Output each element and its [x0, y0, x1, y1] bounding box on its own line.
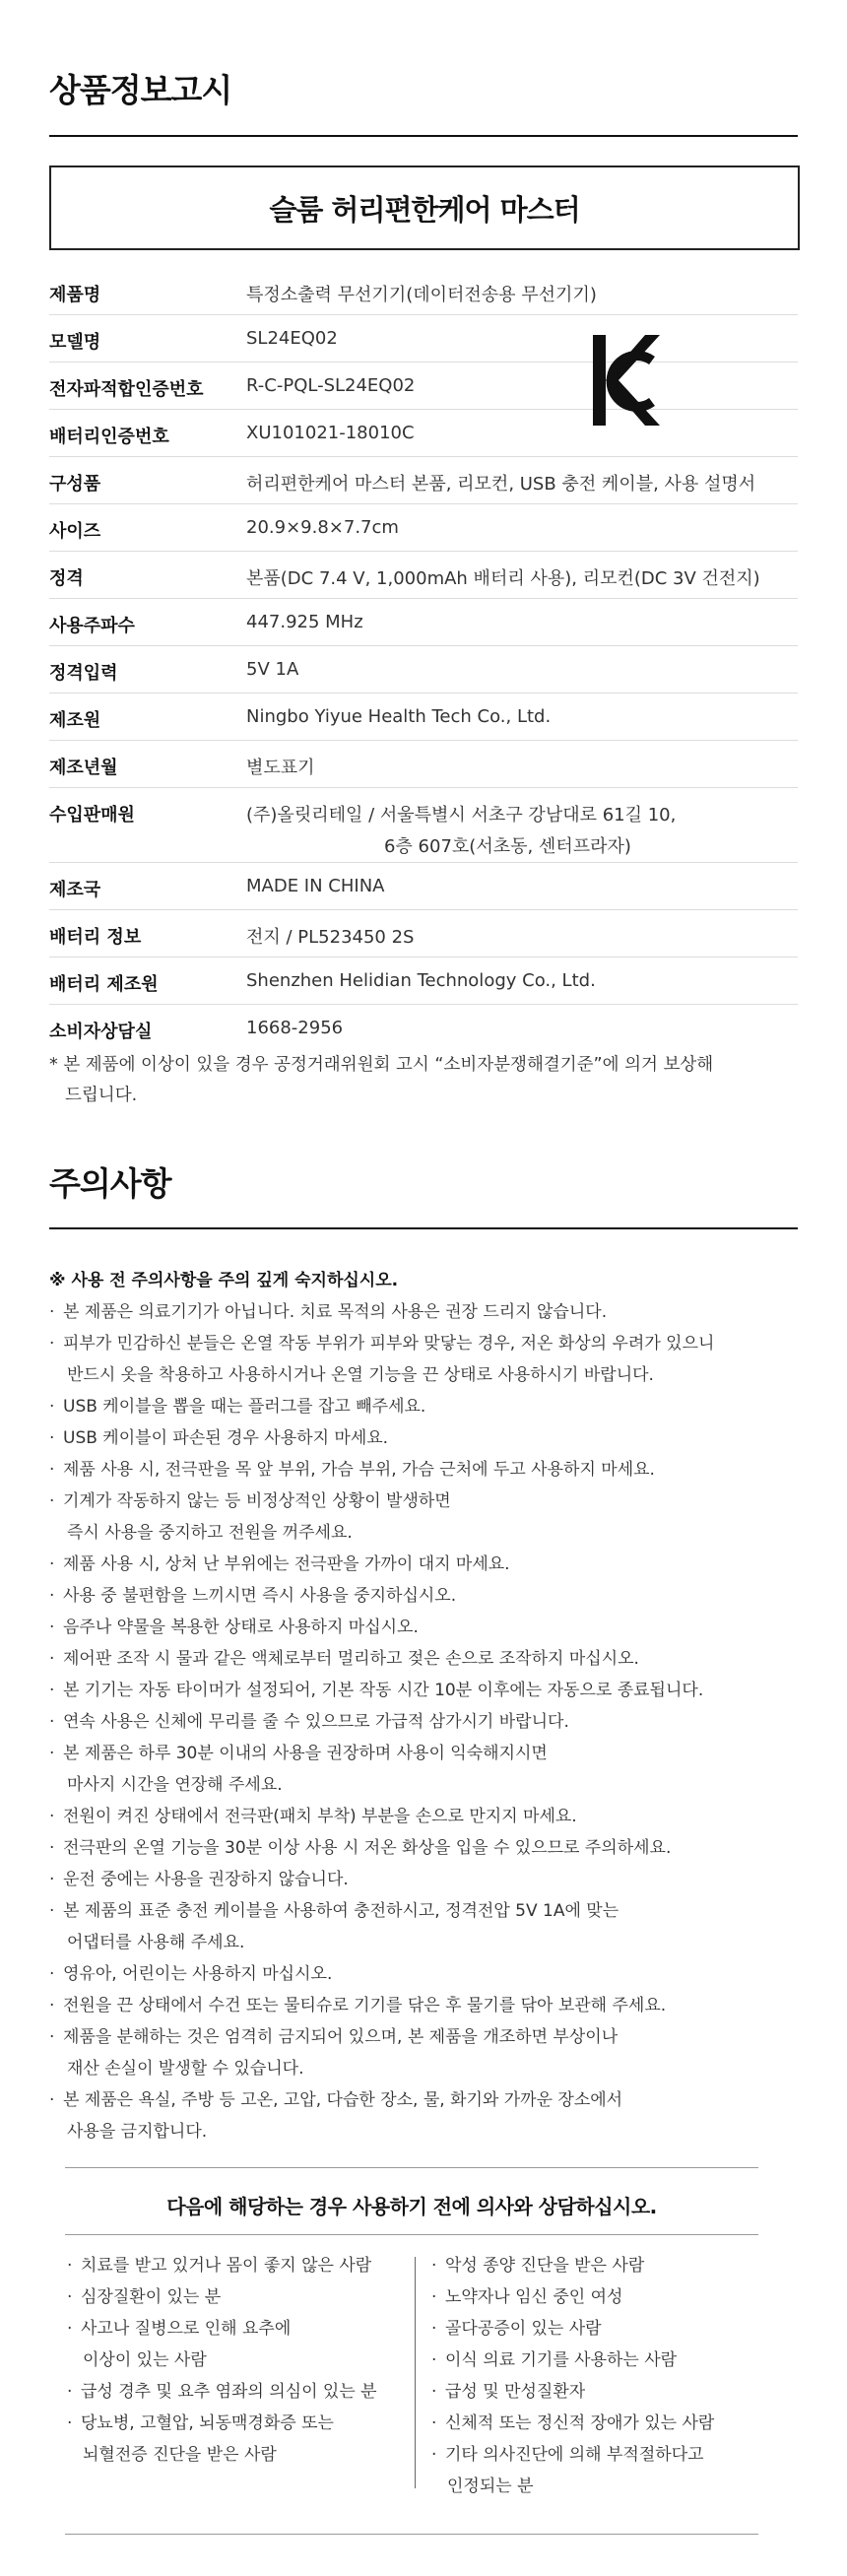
spec-label: 배터리인증번호	[49, 427, 169, 447]
bullet-icon: ·	[49, 1901, 55, 1921]
spec-row	[49, 599, 798, 646]
consult-left-text: 치료를 받고 있거나 몸이 좋지 않은 사람	[81, 2256, 372, 2276]
spec-value-group	[246, 470, 755, 495]
spec-value: 허리편한케어 마스터 본품, 리모컨, USB 충전 케이블, 사용 설명서	[246, 474, 756, 495]
bullet-icon: ·	[431, 2382, 437, 2402]
caution-item	[49, 2021, 798, 2053]
consult-left-list	[65, 2250, 410, 2471]
spec-value-group	[246, 970, 596, 991]
bullet-icon: ·	[49, 1397, 55, 1417]
note-line-1: * 본 제품에 이상이 있을 경우 공정거래위원회 고시 “소비자분쟁해결기준”에 의거 보상해	[49, 1055, 714, 1075]
caution-text: 본 제품은 욕실, 주방 등 고온, 고압, 다습한 장소, 물, 화기와 가까운 장소에서	[63, 2090, 623, 2110]
consult-right-item	[429, 2408, 764, 2439]
bullet-icon: ·	[431, 2350, 437, 2370]
spec-label: 제품명	[49, 285, 101, 305]
caution-item	[49, 1706, 798, 1738]
spec-row	[49, 268, 798, 315]
caution-item	[49, 2116, 798, 2147]
consult-left-item	[65, 2376, 410, 2408]
caution-item	[49, 1643, 798, 1675]
caution-text: 전극판의 온열 기능을 30분 이상 사용 시 저온 화상을 입을 수 있으므로 주의하세요.	[63, 1838, 672, 1858]
spec-label: 제조원	[49, 710, 101, 731]
caution-intro: ※ 사용 전 주의사항을 주의 깊게 숙지하십시오.	[49, 1271, 399, 1290]
consult-mid-rule	[65, 2234, 758, 2235]
consult-left-text: 뇌혈전증 진단을 받은 사람	[83, 2445, 277, 2465]
bullet-icon: ·	[67, 2256, 73, 2276]
spec-value-group	[246, 281, 597, 306]
caution-item	[49, 1958, 798, 1990]
spec-value: XU101021-18010C	[246, 423, 415, 443]
caution-item	[49, 1517, 798, 1549]
caution-item	[49, 1769, 798, 1801]
consult-right-list	[429, 2250, 764, 2502]
spec-row	[49, 410, 798, 457]
spec-value-group	[246, 801, 676, 858]
caution-item	[49, 1359, 798, 1391]
consult-right-item	[429, 2250, 764, 2281]
consult-right-text: 골다공증이 있는 사람	[445, 2319, 602, 2339]
caution-heading: 주의사항	[49, 1164, 171, 1203]
spec-value: MADE IN CHINA	[246, 876, 385, 896]
consult-left-item	[65, 2313, 410, 2345]
caution-text: 연속 사용은 신체에 무리를 줄 수 있으므로 가급적 삼가시기 바랍니다.	[63, 1712, 569, 1732]
caution-text: USB 케이블이 파손된 경우 사용하지 마세요.	[63, 1428, 389, 1448]
spec-label: 모델명	[49, 332, 101, 353]
bullet-icon: ·	[49, 1964, 55, 1984]
consult-title: 다음에 해당하는 경우 사용하기 전에 의사와 상담하십시오.	[166, 2195, 657, 2218]
caution-item	[49, 1675, 798, 1706]
spec-value-group	[246, 923, 414, 949]
spec-value: 5V 1A	[246, 659, 299, 680]
bullet-icon: ·	[431, 2287, 437, 2307]
bullet-icon: ·	[49, 1807, 55, 1826]
spec-row	[49, 694, 798, 741]
caution-text: 사용을 금지합니다.	[67, 2122, 208, 2142]
caution-text: 제품 사용 시, 전극판을 목 앞 부위, 가슴 부위, 가슴 근처에 두고 사용하지 마세요.	[63, 1460, 655, 1480]
caution-item	[49, 1422, 798, 1454]
heading-rule	[49, 135, 798, 137]
spec-row	[49, 315, 798, 363]
consult-right-text: 기타 의사진단에 의해 부적절하다고	[445, 2445, 704, 2465]
spec-label: 제조년월	[49, 758, 118, 778]
consult-bottom-rule	[65, 2534, 758, 2535]
caution-text: 본 제품의 표준 충전 케이블을 사용하여 충전하시고, 정격전압 5V 1A에 맞는	[63, 1901, 619, 1921]
spec-value-group	[246, 1018, 343, 1038]
caution-text: 피부가 민감하신 분들은 온열 작동 부위가 피부와 맞닿는 경우, 저온 화상의 우려가 있으니	[63, 1334, 715, 1354]
bullet-icon: ·	[49, 2090, 55, 2110]
product-info-heading: 상품정보고시	[49, 71, 232, 109]
spec-row	[49, 1005, 798, 1052]
caution-item	[49, 2084, 798, 2116]
bullet-icon: ·	[49, 1996, 55, 2015]
consult-right-text: 악성 종양 진단을 받은 사람	[445, 2256, 645, 2276]
bullet-icon: ·	[49, 2027, 55, 2047]
caution-item	[49, 1486, 798, 1517]
bullet-icon: ·	[49, 1618, 55, 1637]
consult-top-rule	[65, 2167, 758, 2168]
spec-label: 사용주파수	[49, 616, 135, 636]
spec-value: R-C-PQL-SL24EQ02	[246, 375, 416, 396]
compensation-note	[49, 1050, 758, 1111]
bullet-icon: ·	[431, 2256, 437, 2276]
spec-value-group	[246, 876, 384, 896]
caution-text: 재산 손실이 발생할 수 있습니다.	[67, 2059, 304, 2079]
bullet-icon: ·	[49, 1302, 55, 1322]
spec-value: 본품(DC 7.4 V, 1,000mAh 배터리 사용), 리모컨(DC 3V 건전지)	[246, 568, 760, 589]
consult-left-item	[65, 2250, 410, 2281]
product-title: 슬룸 허리편한케어 마스터	[269, 192, 580, 227]
caution-item	[49, 1864, 798, 1895]
bullet-icon: ·	[67, 2413, 73, 2433]
spec-table	[49, 268, 798, 1052]
spec-value-group	[246, 328, 338, 349]
spec-value: (주)올릿리테일 / 서울특별시 서초구 강남대로 61길 10,	[246, 805, 677, 826]
spec-value: 전지 / PL523450 2S	[246, 927, 415, 948]
bullet-icon: ·	[431, 2319, 437, 2339]
spec-row	[49, 958, 798, 1005]
spec-value-group	[246, 659, 298, 680]
consult-right-text: 노약자나 임신 중인 여성	[445, 2287, 623, 2307]
bullet-icon: ·	[431, 2445, 437, 2465]
spec-label: 제조국	[49, 880, 101, 900]
bullet-icon: ·	[49, 1838, 55, 1858]
caution-item	[49, 1895, 798, 1927]
spec-label: 정격	[49, 568, 84, 589]
consult-right-item	[429, 2281, 764, 2313]
spec-label: 수입판매원	[49, 805, 135, 826]
spec-row	[49, 910, 798, 958]
spec-value: 1668-2956	[246, 1018, 344, 1038]
bullet-icon: ·	[67, 2382, 73, 2402]
spec-label: 구성품	[49, 474, 101, 495]
consult-right-text: 신체적 또는 정신적 장애가 있는 사람	[445, 2413, 715, 2433]
spec-row	[49, 504, 798, 552]
spec-label: 사이즈	[49, 521, 101, 542]
bullet-icon: ·	[49, 1870, 55, 1889]
spec-value: SL24EQ02	[246, 328, 338, 349]
spec-value: Shenzhen Helidian Technology Co., Ltd.	[246, 970, 596, 991]
caution-item	[49, 1328, 798, 1359]
caution-text: 음주나 약물을 복용한 상태로 사용하지 마십시오.	[63, 1618, 419, 1637]
spec-value-group	[246, 375, 415, 396]
bullet-icon: ·	[67, 2287, 73, 2307]
consult-left-item	[65, 2345, 410, 2376]
caution-text: 어댑터를 사용해 주세요.	[67, 1933, 245, 1952]
caution-text: 제품 사용 시, 상처 난 부위에는 전극판을 가까이 대지 마세요.	[63, 1554, 510, 1574]
consult-divider	[415, 2257, 416, 2488]
caution-text: 마사지 시간을 연장해 주세요.	[67, 1775, 283, 1795]
note-line-2: 드립니다.	[65, 1086, 138, 1105]
spec-row	[49, 646, 798, 694]
caution-text: 사용 중 불편함을 느끼시면 즉시 사용을 중지하십시오.	[63, 1586, 457, 1606]
bullet-icon: ·	[49, 1428, 55, 1448]
spec-label: 배터리 정보	[49, 927, 142, 948]
consult-left-item	[65, 2439, 410, 2471]
bullet-icon: ·	[49, 1681, 55, 1700]
consult-left-item	[65, 2408, 410, 2439]
spec-row	[49, 741, 798, 788]
spec-value: 별도표기	[246, 758, 315, 778]
caution-item	[49, 1580, 798, 1612]
caution-text: 제어판 조작 시 물과 같은 액체로부터 멀리하고 젖은 손으로 조작하지 마십시오.	[63, 1649, 639, 1669]
consult-right-item	[429, 2376, 764, 2408]
caution-item	[49, 1454, 798, 1486]
consult-right-item	[429, 2439, 764, 2471]
consult-right-text: 이식 의료 기기를 사용하는 사람	[445, 2350, 678, 2370]
caution-text: 영유아, 어린이는 사용하지 마십시오.	[63, 1964, 333, 1984]
spec-label: 소비자상담실	[49, 1022, 153, 1042]
spec-value-group	[246, 754, 315, 779]
caution-list	[49, 1265, 798, 2147]
caution-item	[49, 1296, 798, 1328]
bullet-icon: ·	[431, 2413, 437, 2433]
bullet-icon: ·	[49, 1586, 55, 1606]
caution-text: USB 케이블을 뽑을 때는 플러그를 잡고 빼주세요.	[63, 1397, 426, 1417]
bullet-icon: ·	[49, 1649, 55, 1669]
product-title-box	[49, 165, 800, 250]
spec-value: Ningbo Yiyue Health Tech Co., Ltd.	[246, 706, 552, 727]
spec-row	[49, 863, 798, 910]
caution-item	[49, 1612, 798, 1643]
consult-right-text: 인정되는 분	[447, 2477, 534, 2496]
bullet-icon: ·	[49, 1334, 55, 1354]
spec-value-group	[246, 612, 363, 632]
consult-right-text: 급성 및 만성질환자	[445, 2382, 586, 2402]
caution-item	[49, 2053, 798, 2084]
caution-item	[49, 1990, 798, 2021]
caution-item	[49, 1801, 798, 1832]
kc-certification-mark	[591, 331, 660, 429]
caution-text: 본 기기는 자동 타이머가 설정되어, 기본 작동 시간 10분 이후에는 자동으로 종료됩니다.	[63, 1681, 704, 1700]
spec-row	[49, 788, 798, 863]
bullet-icon: ·	[49, 1712, 55, 1732]
caution-text: 즉시 사용을 중지하고 전원을 꺼주세요.	[67, 1523, 353, 1543]
caution-rule	[49, 1227, 798, 1229]
caution-text: 전원이 켜진 상태에서 전극판(패치 부착) 부분을 손으로 만지지 마세요.	[63, 1807, 577, 1826]
consult-left-text: 당뇨병, 고혈압, 뇌동맥경화증 또는	[81, 2413, 334, 2433]
consult-left-text: 심장질환이 있는 분	[81, 2287, 222, 2307]
consult-left-text: 급성 경추 및 요추 염좌의 의심이 있는 분	[81, 2382, 377, 2402]
bullet-icon: ·	[49, 1744, 55, 1763]
spec-value: 447.925 MHz	[246, 612, 363, 632]
spec-row	[49, 552, 798, 599]
spec-value-group	[246, 517, 399, 538]
caution-text: 제품을 분해하는 것은 엄격히 금지되어 있으며, 본 제품을 개조하면 부상이나	[63, 2027, 619, 2047]
spec-value-line-2: 6층 607호(서초동, 센터프라자)	[384, 836, 631, 857]
spec-value: 20.9×9.8×7.7cm	[246, 517, 399, 538]
consult-right-item	[429, 2313, 764, 2345]
caution-text: 기계가 작동하지 않는 등 비정상적인 상황이 발생하면	[63, 1491, 451, 1511]
caution-item	[49, 1927, 798, 1958]
caution-text: 운전 중에는 사용을 권장하지 않습니다.	[63, 1870, 349, 1889]
consult-left-text: 사고나 질병으로 인해 요추에	[81, 2319, 292, 2339]
bullet-icon: ·	[49, 1460, 55, 1480]
spec-label: 배터리 제조원	[49, 974, 159, 995]
caution-item	[49, 1832, 798, 1864]
consult-right-item	[429, 2471, 764, 2502]
caution-text: 본 제품은 의료기기가 아닙니다. 치료 목적의 사용은 권장 드리지 않습니다.	[63, 1302, 608, 1322]
caution-item	[49, 1391, 798, 1422]
caution-text: 본 제품은 하루 30분 이내의 사용을 권장하며 사용이 익숙해지시면	[63, 1744, 548, 1763]
spec-value-group	[246, 423, 415, 443]
spec-label: 전자파적합인증번호	[49, 379, 204, 400]
spec-label: 정격입력	[49, 663, 118, 684]
caution-item	[49, 1738, 798, 1769]
spec-value-group	[246, 706, 551, 727]
consult-left-text: 이상이 있는 사람	[83, 2350, 207, 2370]
bullet-icon: ·	[67, 2319, 73, 2339]
spec-row	[49, 457, 798, 504]
bullet-icon: ·	[49, 1554, 55, 1574]
spec-value-group	[246, 564, 760, 590]
caution-item	[49, 1549, 798, 1580]
caution-text: 전원을 끈 상태에서 수건 또는 물티슈로 기기를 닦은 후 물기를 닦아 보관해 주세요.	[63, 1996, 667, 2015]
spec-row	[49, 363, 798, 410]
spec-value: 특정소출력 무선기기(데이터전송용 무선기기)	[246, 285, 597, 305]
caution-text: 반드시 옷을 착용하고 사용하시거나 온열 기능을 끈 상태로 사용하시기 바랍니다.	[67, 1365, 654, 1385]
consult-right-item	[429, 2345, 764, 2376]
consult-left-item	[65, 2281, 410, 2313]
bullet-icon: ·	[49, 1491, 55, 1511]
